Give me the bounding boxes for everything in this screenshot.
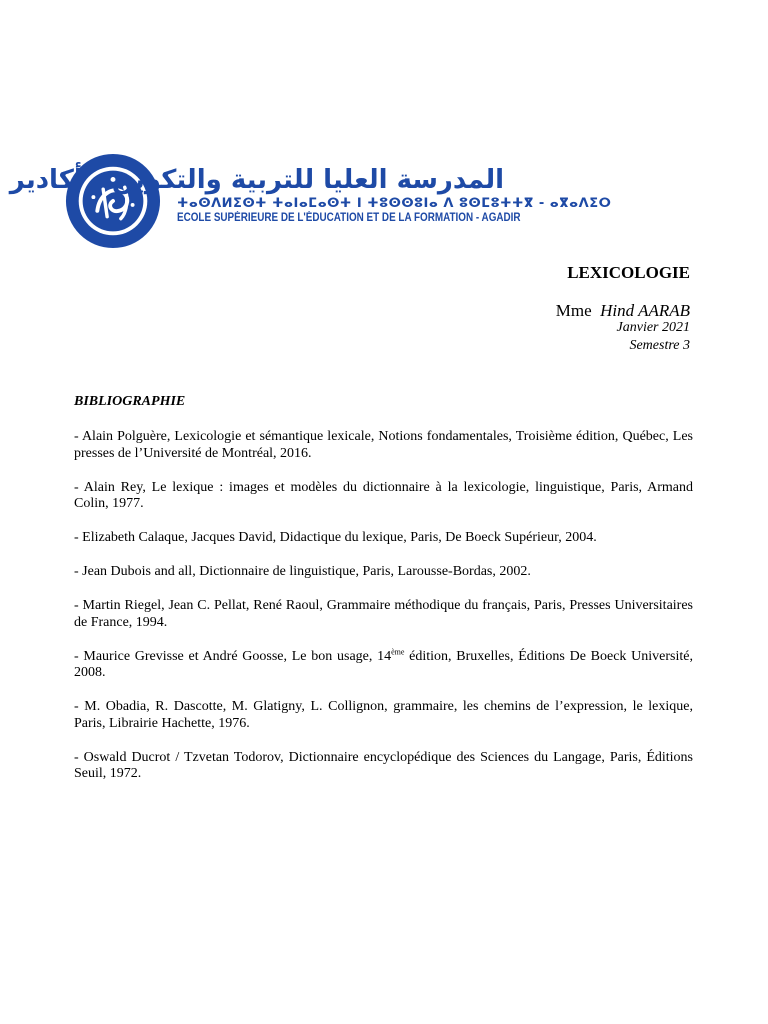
bibliography-entry: - Oswald Ducrot / Tzvetan Todorov, Dictionnaire encyclopédique des Sciences du Langage, Paris, Éditions Seuil, 1972. [74,749,693,781]
course-title: LEXICOLOGIE [567,263,690,282]
bibliography-entry: - Martin Riegel, Jean C. Pellat, René Raoul, Grammaire méthodique du français, Paris, Presses Universitaires de France, 1994. [74,598,693,630]
entry-text: édition, Bruxelles, Éditions De Boeck Université, 2008. [74,648,693,680]
bibliography-list [74,429,693,800]
entry-text: - Maurice Grevisse et André Goosse, Le bon usage, 14 [74,648,392,664]
edition-superscript: ème [391,646,405,656]
school-logo [9,150,612,250]
teacher-prefix: Mme [555,301,592,320]
bibliography-entry: - Elizabeth Calaque, Jacques David, Didactique du lexique, Paris, De Boeck Supérieur, 2004. [74,530,597,545]
bibliography-entry: - Alain Polguère, Lexicologie et sémantique lexicale, Notions fondamentales, Troisième édition, Québec, Les presses de l’Université de Montréal, 2016. [74,429,693,461]
teacher-line [400,301,690,321]
semester-line: Semestre 3 [629,338,690,353]
bibliography-entry: - Jean Dubois and all, Dictionnaire de linguistique, Paris, Larousse-Bordas, 2002. [74,564,531,579]
bibliography-heading: BIBLIOGRAPHIE [74,394,186,409]
logo-tifinagh-name: ⵜⴰⵙⴷⵍⵉⵙⵜ ⵜⴰⵏⴰⵎⴰⵙⵜ ⵏ ⵜⵓⵙⵙⵓⵏⴰ ⴷ ⵓⵙⵎⵓⵜⵜⴳ - ⴰⴳⴰⴷⵉⵔ [177,196,612,211]
bibliography-entry: - M. Obadia, R. Dascotte, M. Glatigny, L. Collignon, grammaire, les chemins de l’expression, le lexique, Paris, Librairie Hachette, 1976. [74,699,693,731]
bibliography-entry: - Alain Rey, Le lexique : images et modèles du dictionnaire à la lexicologie, linguistique, Paris, Armand Colin, 1977. [74,479,693,511]
logo-arabic-name: المدرسة العليا للتربية والتكوين - أكادير [9,165,504,195]
date-line: Janvier 2021 [616,320,690,335]
logo-french-name: ECOLE SUPÉRIEURE DE L'ÉDUCATION ET DE LA FORMATION - AGADIR [177,212,521,224]
teacher-name: Hind AARAB [600,301,690,320]
bibliography-entry [74,646,693,682]
